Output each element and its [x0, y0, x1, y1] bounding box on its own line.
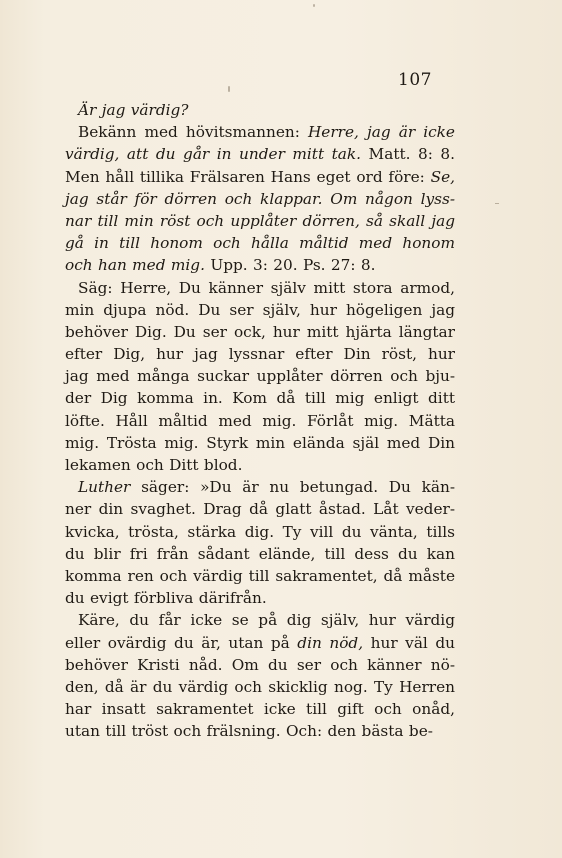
text-segment: Upp. 3: 20. Ps. 27: 8.	[204, 256, 376, 275]
text-line	[65, 498, 455, 520]
italic-text: och han med mig.	[65, 256, 205, 275]
text-segment: Säg: Herre, Du känner själv mitt stora armod,	[78, 278, 455, 297]
text-segment: kvicka, trösta, stärka dig. Ty vill du vänta, tills	[65, 522, 455, 541]
body-text	[65, 99, 455, 742]
text-line	[65, 454, 455, 476]
text-line	[65, 232, 455, 254]
text-line	[65, 432, 455, 454]
paper-speck	[313, 4, 315, 7]
text-line	[65, 365, 455, 387]
text-segment: löfte. Håll måltid med mig. Förlåt mig. Mätta	[65, 411, 455, 430]
text-segment: den, då är du värdig och skicklig nog. Ty Herren	[65, 677, 455, 696]
text-segment: min djupa nöd. Du ser själv, hur högeligen jag	[65, 300, 455, 319]
italic-text: värdig, att du går in under mitt tak.	[65, 145, 362, 164]
text-line	[65, 166, 455, 188]
italic-text: gå in till honom och hålla måltid med honom	[65, 234, 455, 253]
text-line	[65, 121, 455, 143]
page-number: 107	[398, 70, 432, 90]
text-line	[65, 188, 455, 210]
italic-text: Se,	[430, 167, 455, 186]
text-line	[65, 343, 455, 365]
text-segment: utan till tröst och frälsning. Och: den bästa be-	[65, 722, 433, 741]
text-segment: der Dig komma in. Kom då till mig enligt ditt	[65, 389, 455, 408]
text-segment: du blir fri från sådant elände, till dess du kan	[65, 544, 455, 563]
text-line	[65, 521, 455, 543]
text-line	[65, 587, 455, 609]
italic-text: Är jag värdig?	[78, 101, 189, 119]
text-line	[65, 698, 455, 720]
text-line	[65, 210, 455, 232]
text-segment: komma ren och värdig till sakramentet, då måste	[65, 566, 455, 585]
text-line	[65, 565, 455, 587]
text-line	[65, 277, 455, 299]
text-segment: säger: »Du är nu betungad. Du kän-	[130, 478, 455, 497]
text-line	[65, 321, 455, 343]
text-line	[65, 676, 455, 698]
text-segment: ner din svaghet. Drag då glatt åstad. Låt veder-	[65, 500, 455, 519]
text-segment: lekamen och Ditt blod.	[65, 456, 243, 474]
text-line	[65, 720, 455, 742]
text-segment: Käre, du får icke se på dig själv, hur värdig	[78, 611, 455, 630]
text-line	[65, 609, 455, 631]
italic-text: Luther	[78, 478, 131, 497]
text-segment: har insatt sakramentet icke till gift och onåd,	[65, 700, 455, 719]
text-segment: Matt. 8: 8.	[361, 145, 455, 164]
text-segment: Bekänn med hövitsmannen:	[78, 123, 308, 142]
italic-text: Om någon lyss-	[330, 189, 456, 208]
text-line	[65, 632, 455, 654]
text-line	[65, 254, 455, 276]
text-segment: efter Dig, hur jag lyssnar efter Din röst, hur	[65, 345, 455, 364]
text-segment: eller ovärdig du är, utan på	[65, 633, 298, 652]
text-line	[65, 387, 455, 409]
paper-speck	[495, 203, 499, 204]
italic-text: din nöd,	[297, 633, 364, 652]
text-line	[65, 299, 455, 321]
text-line	[65, 143, 455, 165]
text-line	[65, 654, 455, 676]
text-segment: hur väl du	[363, 633, 456, 652]
text-segment: mig. Trösta mig. Styrk min elända själ med Din	[65, 433, 455, 452]
italic-text: Herre, jag är icke	[307, 123, 455, 142]
text-segment: du evigt förbliva därifrån.	[65, 589, 267, 608]
italic-text: jag står för dörren och klappar.	[65, 189, 323, 208]
text-line	[65, 476, 455, 498]
text-segment: behöver Dig. Du ser ock, hur mitt hjärta längtar	[65, 322, 455, 341]
paper-speck	[228, 86, 230, 92]
text-segment: Men håll tillika Frälsaren Hans eget ord före:	[65, 167, 431, 186]
text-line	[65, 410, 455, 432]
italic-text: nar till min röst och upplåter dörren, så skall jag	[65, 211, 455, 230]
text-segment: behöver Kristi nåd. Om du ser och känner nö-	[65, 655, 455, 674]
text-line	[65, 99, 455, 121]
text-line	[65, 543, 455, 565]
text-segment: jag med många suckar upplåter dörren och bju-	[65, 367, 455, 386]
